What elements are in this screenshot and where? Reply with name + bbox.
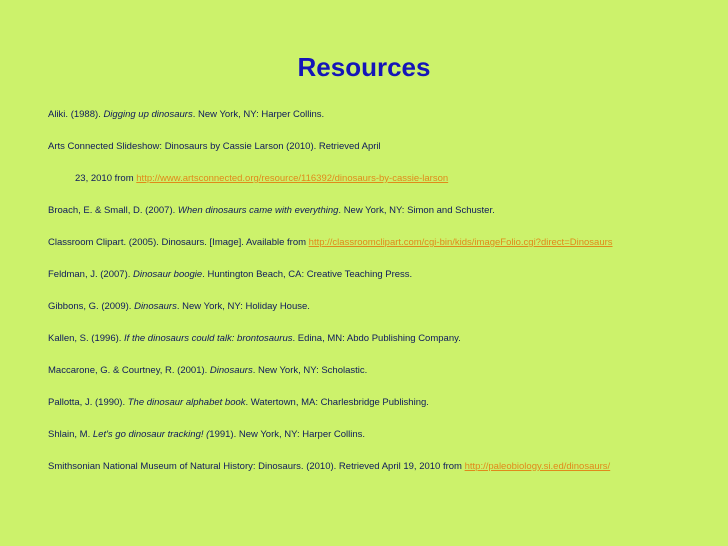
reference-maccarone [48, 365, 367, 377]
ref-title: Digging up dinosaurs [103, 109, 193, 120]
reference-feldman [48, 269, 412, 281]
ref-text: . Edina, MN: Abdo Publishing Company. [292, 333, 461, 344]
reference-kallen [48, 333, 461, 345]
reference-pallotta [48, 397, 429, 409]
ref-text: Classroom Clipart. (2005). Dinosaurs. [Image]. Available from [48, 237, 309, 248]
ref-text: . New York, NY: Harper Collins. [192, 109, 325, 120]
ref-text: Kallen, S. (1996). [48, 333, 125, 344]
ref-text: Gibbons, G. (2009). [48, 301, 135, 312]
ref-text: 1991). New York, NY: Harper Collins. [209, 429, 366, 440]
ref-link[interactable]: http://paleobiology.si.ed/dinosaurs/ [464, 461, 611, 472]
ref-text: Broach, E. & Small, D. (2007). [48, 205, 178, 216]
ref-text: Smithsonian National Museum of Natural History: Dinosaurs. (2010). Retrieved April 19, 2010 from [48, 461, 465, 472]
ref-text: Pallotta, J. (1990). [48, 397, 128, 408]
ref-text: . Watertown, MA: Charlesbridge Publishing. [245, 397, 429, 408]
ref-text: 23, 2010 from [75, 173, 137, 184]
ref-title: Dinosaur boogie [133, 269, 203, 280]
ref-text: Shlain, M. [48, 429, 93, 440]
reference-smithsonian [48, 461, 610, 473]
ref-title: When dinosaurs came with everything [177, 205, 339, 216]
ref-title: The dinosaur alphabet book [127, 397, 246, 408]
ref-text: . New York, NY: Scholastic. [252, 365, 368, 376]
ref-title: If the dinosaurs could talk: brontosaurus [124, 333, 293, 344]
ref-link[interactable]: http://classroomclipart.com/cgi-bin/kids/imageFolio.cgi?direct=Dinosaurs [308, 237, 613, 248]
reference-gibbons [48, 301, 310, 313]
ref-text: Feldman, J. (2007). [48, 269, 134, 280]
ref-text: Aliki. (1988). [48, 109, 104, 120]
reference-shlain [48, 429, 365, 441]
reference-arts-connected [48, 141, 381, 153]
ref-link[interactable]: http://www.artsconnected.org/resource/116392/dinosaurs-by-cassie-larson [136, 173, 449, 184]
ref-text: . New York, NY: Simon and Schuster. [338, 205, 495, 216]
ref-title: Let's go dinosaur tracking! ( [92, 429, 210, 440]
reference-broach [48, 205, 495, 217]
reference-aliki [48, 109, 324, 121]
page-title: Resources [297, 52, 431, 82]
ref-text: . New York, NY: Holiday House. [176, 301, 310, 312]
ref-text: . Huntington Beach, CA: Creative Teaching Press. [202, 269, 413, 280]
reference-classroom-clipart [48, 237, 613, 249]
ref-text: Maccarone, G. & Courtney, R. (2001). [48, 365, 210, 376]
ref-text: Arts Connected Slideshow: Dinosaurs by Cassie Larson (2010). Retrieved April [48, 141, 381, 152]
ref-title: Dinosaurs [134, 301, 177, 312]
reference-arts-connected-cont [75, 173, 448, 185]
ref-title: Dinosaurs [209, 365, 253, 376]
